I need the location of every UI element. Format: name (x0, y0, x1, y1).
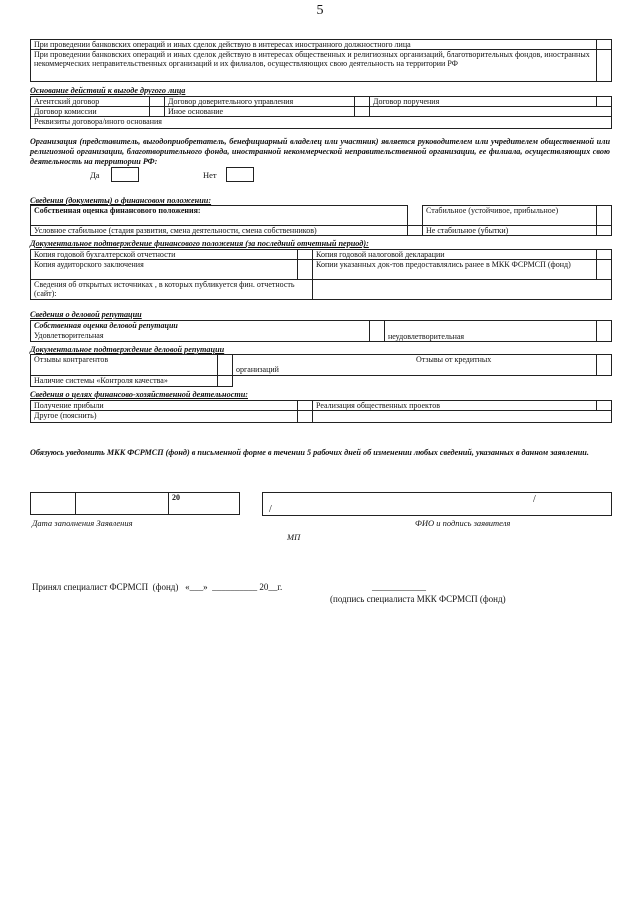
other-goal-label: Другое (пояснить) (31, 411, 298, 423)
agent-contract-checkbox[interactable] (150, 97, 165, 107)
unsatisfactory-label: неудовлетворительная (385, 321, 597, 342)
no-checkbox[interactable] (226, 167, 254, 182)
audit-checkbox[interactable] (298, 260, 313, 280)
no-label: Нет (203, 170, 217, 180)
foreign-official-label: При проведении банковских операций и иных сделок действую в интересах иностранного должностного лица (31, 40, 597, 50)
date-label: Дата заполнения Заявления (32, 518, 133, 528)
financial-heading: Сведения (документы) о финансовом положении: (30, 196, 212, 205)
specialist-sign-caption: (подпись специалиста МКК ФСРМСП (фонд) (330, 594, 506, 604)
date-day-box[interactable] (31, 493, 76, 515)
counterparties-checkbox[interactable] (218, 355, 233, 376)
quality-control-checkbox[interactable] (218, 376, 233, 387)
commission-contract-checkbox[interactable] (150, 107, 165, 117)
trust-contract-checkbox[interactable] (355, 97, 370, 107)
organization-question: Организация (представитель, выгодоприобретатель, бенефициарный владелец или участник) является руководителем или учредителем общественной или религиозной организации, благотворительного фонда, иностранной некоммерческой неправительственной организации, ее филиала, осуществляющих свою деятельность на территории РФ: (30, 137, 610, 166)
fin-docs-table (30, 249, 612, 300)
other-goal-checkbox[interactable] (298, 411, 313, 423)
requisites-label: Реквизиты договора/иного основания (34, 117, 162, 126)
fio-label: ФИО и подпись заявителя (415, 518, 511, 528)
specialist-sign-line[interactable]: ____________ (372, 582, 426, 592)
provided-earlier-label: Копии указанных док-тов предоставлялись ранее в МКК ФСРМСП (фонд) (313, 260, 597, 280)
open-sources-label: Сведения об открытых источниках , в которых публикуется фин. отчетность (сайт): (31, 280, 313, 300)
date-boxes (30, 492, 240, 515)
mp-label: МП (287, 532, 301, 542)
conditionally-stable-label: Условное стабильное (стадия развития, смена деятельности, смена собственников) (31, 226, 408, 236)
annual-tax-checkbox[interactable] (597, 250, 612, 260)
reputation-heading: Сведения о деловой репутации (30, 310, 142, 319)
public-orgs-label: При проведении банковских операций и иных сделок действую в интересах общественных и религиозных организаций, благотворительных фондов, иностранных некоммерческих неправительственных организаций и их филиалов, осуществляющих свою деятельность на территории РФ (31, 50, 597, 82)
fin-docs-heading: Документальное подтверждение финансового положения (за последний отчетный период): (30, 239, 369, 248)
agent-contract-label: Агентский договор (31, 97, 150, 107)
date-month-box[interactable] (76, 493, 169, 515)
annual-accounting-label: Копия годовой бухгалтерской отчетности (31, 250, 298, 260)
basis-heading: Основание действий к выгоде другого лица (30, 86, 186, 95)
goals-heading: Сведения о целях финансово-хозяйственной деятельности: (30, 390, 248, 399)
counterparties-label: Отзывы контрагентов (31, 355, 218, 376)
stable-label: Стабильное (устойчивое, прибыльное) (423, 206, 597, 226)
yes-checkbox[interactable] (111, 167, 139, 182)
rep-docs-table (30, 354, 612, 387)
profit-label: Получение прибыли (31, 401, 298, 411)
obligation-text: Обязуюсь уведомить МКК ФСРМСП (фонд) в письменной форме в течении 5 рабочих дней об изменении любых сведений, указанных в данном заявлении. (30, 448, 589, 457)
audit-label: Копия аудиторского заключения (31, 260, 298, 280)
page-number: 5 (316, 3, 324, 18)
assignment-contract-checkbox[interactable] (597, 97, 612, 107)
annual-accounting-checkbox[interactable] (298, 250, 313, 260)
self-assessment-label: Собственная оценка финансового положения: (31, 206, 408, 226)
annual-tax-label: Копия годовой налоговой декларации (313, 250, 597, 260)
goals-table (30, 400, 612, 423)
public-orgs-checkbox[interactable] (597, 50, 612, 82)
foreign-official-checkbox[interactable] (597, 40, 612, 50)
yes-label: Да (90, 170, 100, 180)
signature-slash-top: / (533, 494, 536, 505)
other-goal-field[interactable] (313, 411, 612, 423)
reputation-table (30, 320, 612, 342)
satisfactory-checkbox[interactable] (370, 321, 385, 342)
open-sources-field[interactable] (313, 280, 612, 300)
requisites-field[interactable] (31, 117, 612, 129)
provided-earlier-checkbox[interactable] (597, 260, 612, 280)
public-projects-checkbox[interactable] (597, 401, 612, 411)
not-stable-label: Не стабильное (убытки) (423, 226, 597, 236)
credit-reviews-checkbox[interactable] (597, 355, 612, 376)
conditionally-stable-checkbox[interactable] (408, 226, 423, 236)
satisfactory-label: Удовлетворительная (34, 331, 104, 340)
financial-table (30, 205, 612, 236)
accepted-text: Принял специалист ФСРМСП (фонд) «___» __________ 20__г. (32, 582, 283, 592)
date-year-box[interactable] (169, 493, 240, 515)
not-stable-checkbox[interactable] (597, 226, 612, 236)
profit-checkbox[interactable] (298, 401, 313, 411)
assignment-contract-label: Договор поручения (370, 97, 597, 107)
unsatisfactory-checkbox[interactable] (597, 321, 612, 342)
public-projects-label: Реализация общественных проектов (313, 401, 597, 411)
interests-table (30, 39, 612, 82)
reputation-self-label: Собственная оценка деловой репутации Удовлетворительная (31, 321, 370, 342)
quality-control-label: Наличие системы «Контроля качества» (31, 376, 218, 387)
stable-checkbox[interactable] (597, 206, 612, 226)
year-prefix: 20 (172, 493, 180, 502)
credit-reviews-label: Отзывы от кредитных организаций (233, 355, 597, 376)
commission-contract-label: Договор комиссии (31, 107, 150, 117)
basis-table (30, 96, 612, 129)
signature-box[interactable] (262, 492, 612, 516)
trust-contract-label: Договор доверительного управления (165, 97, 355, 107)
signature-slash-bottom: / (269, 504, 272, 515)
rep-docs-heading: Документальное подтверждение деловой репутации (30, 345, 225, 354)
other-basis-checkbox[interactable] (355, 107, 370, 117)
other-basis-label: Иное основание (165, 107, 355, 117)
